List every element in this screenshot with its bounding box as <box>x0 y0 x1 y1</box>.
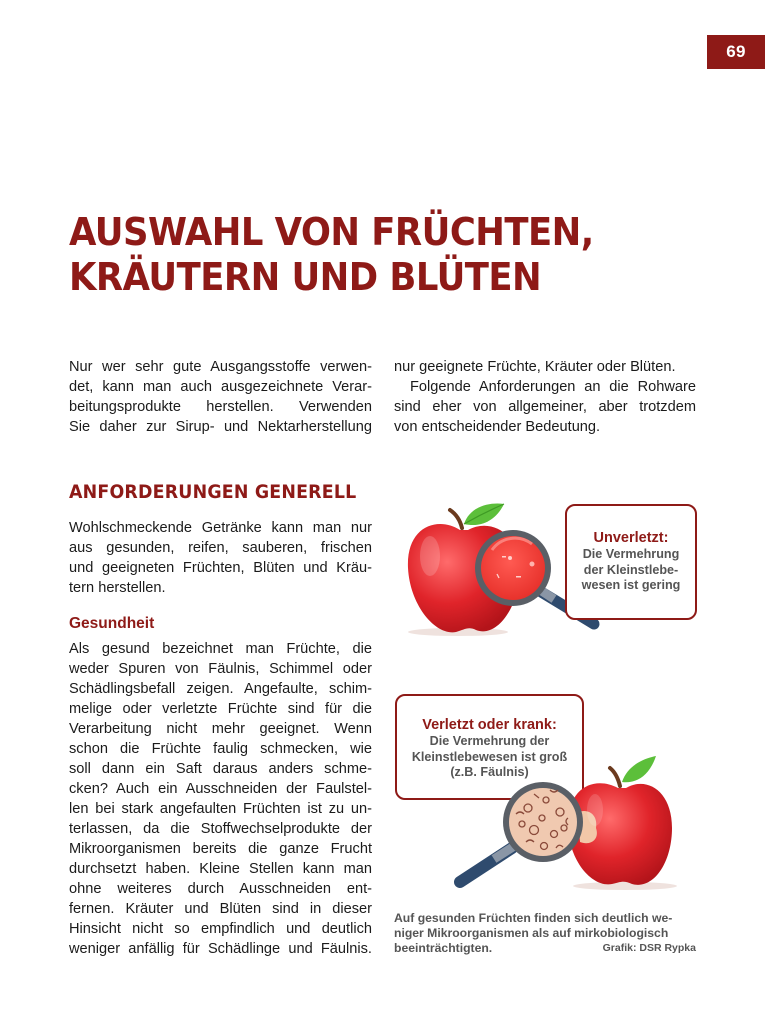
text-line: terlassen, da die Stoffwechselprodukte der <box>69 821 372 837</box>
text-line: schon die Früchte faulig schmecken, wie <box>69 741 372 757</box>
text-line: aus gesunden, reifen, sauberen, frischen <box>69 540 372 556</box>
subsection-heading: Gesundheit <box>69 615 155 632</box>
text-line: Sie daher zur Sirup- und Nektarherstellung <box>69 419 372 435</box>
callout-line: Die Vermehrung <box>582 547 680 561</box>
section-paragraph <box>69 518 372 598</box>
callout-line: wesen ist gering <box>581 578 681 592</box>
figure-credit: Grafik: DSR Rypka <box>602 942 696 954</box>
title-line-1: AUSWAHL VON FRÜCHTEN, <box>69 210 594 255</box>
text-line: weder Spuren von Fäulnis, Schimmel oder <box>69 661 372 677</box>
page-title <box>69 210 594 300</box>
callout-line: (z.B. Fäulnis) <box>450 765 529 779</box>
text-line: Schädlingsbefall zeigen. Angefaulte, schim- <box>69 681 372 697</box>
figure-caption <box>394 911 696 956</box>
text-line: det, kann man auch ausgezeichnete Verar- <box>69 379 372 395</box>
text-line: cken? Auch ein Ausschneiden der Faulstel- <box>69 781 372 797</box>
caption-line: beeinträchtigten. <box>394 941 493 955</box>
text-line: fernen. Kräuter und Blüten sind in dieser <box>69 901 372 917</box>
text-line: beitungsprodukte herstellen. Verwenden <box>69 399 372 415</box>
text-line: Wohlschmeckende Getränke kann man nur <box>69 520 372 536</box>
text-line: Hinsicht nicht so empfindlich und deutlich <box>69 921 372 937</box>
callout-title: Unverletzt: <box>593 530 669 546</box>
text-line: nur geeignete Früchte, Kräuter oder Blüten. <box>394 359 676 375</box>
callout-healthy <box>565 504 697 620</box>
title-line-2: KRÄUTERN UND BLÜTEN <box>69 255 542 300</box>
section-heading: ANFORDERUNGEN GENERELL <box>69 482 357 503</box>
text-line: weniger anfällig für Schädlinge und Fäulnis. <box>69 941 372 957</box>
text-line: tern herstellen. <box>69 580 166 596</box>
text-line: Verarbeitung nicht mehr geeignet. Wenn <box>69 721 372 737</box>
text-line: ohne weiteres durch Ausschneiden ent- <box>69 881 372 897</box>
text-line: Als gesund bezeichnet man Früchte, die <box>69 641 372 657</box>
subsection-paragraph <box>69 639 372 959</box>
text-line: Mikroorganismen bereits die ganze Frucht <box>69 841 372 857</box>
callout-title: Verletzt oder krank: <box>422 717 557 733</box>
caption-line: Auf gesunden Früchten finden sich deutlich we- <box>394 911 673 925</box>
text-line: Nur wer sehr gute Ausgangsstoffe verwen- <box>69 359 372 375</box>
text-line: von entscheidender Bedeutung. <box>394 419 601 435</box>
text-line: soll dann ein Saft daraus anders schme- <box>69 761 372 777</box>
text-line: sind eher von allgemeiner, aber trotzdem <box>394 399 696 415</box>
callout-line: der Kleinstlebe- <box>583 562 679 577</box>
intro-paragraph-left <box>69 357 372 437</box>
text-line: durchsetzt haben. Kleine Stellen kann man <box>69 861 372 877</box>
page-number: 69 <box>707 35 765 69</box>
text-line: und geeigneten Früchten, Blüten und Kräu- <box>69 560 372 576</box>
callout-line: Kleinstlebewesen ist groß <box>411 749 568 764</box>
intro-paragraph-right <box>394 357 696 437</box>
text-line: len bei stark angefaulten Früchten ist zu un- <box>69 801 372 817</box>
callout-line: Die Vermehrung der <box>429 734 550 748</box>
damaged-apple-illustration <box>450 750 690 895</box>
text-line: Folgende Anforderungen an die Rohware <box>410 379 696 395</box>
caption-line: niger Mikroorganismen als auf mirkobiologisch <box>394 926 669 940</box>
text-line: melige oder verletzte Früchte sind für die <box>69 701 372 717</box>
